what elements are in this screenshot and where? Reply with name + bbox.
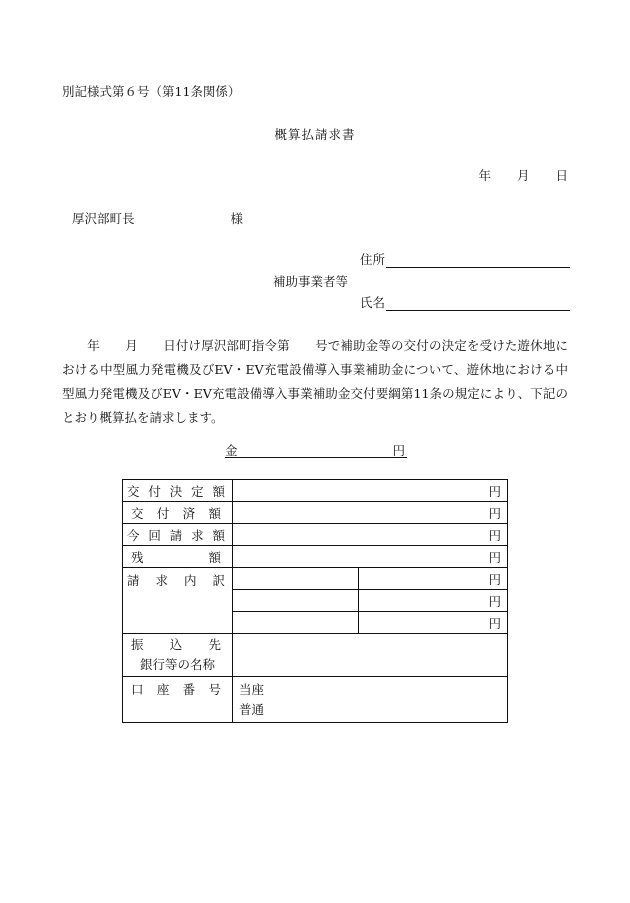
month-label: 月 (516, 168, 530, 183)
amount-prefix: 金 (225, 443, 238, 458)
paid-amount-label: 交 付 済 額 (123, 502, 233, 524)
account-number-cell[interactable] (233, 677, 508, 723)
table-row (123, 634, 508, 677)
name-label: 氏名 (360, 295, 386, 310)
document-title: 概算払請求書 (274, 127, 356, 142)
account-type-current: 当座 (239, 681, 265, 697)
request-body-text: 年 月 日付け厚沢部町指令第 号で補助金等の交付の決定を受けた遊休地における中型風力発電機及びEV・EV充電設備導入事業補助金について、遊休地における中型風力発電機及びEV・EV充電設備導入事業補助金交付要綱第11条の規定により、下記のとおり概算払を請求します。 (62, 338, 568, 425)
account-type-ordinary: 普通 (239, 701, 265, 717)
breakdown-item-cell[interactable] (233, 612, 359, 634)
table-row (123, 546, 508, 568)
address-label: 住所 (360, 252, 386, 267)
table-row (123, 502, 508, 524)
addressee-name: 厚沢部町長 (72, 211, 135, 226)
breakdown-item-cell[interactable] (233, 568, 359, 590)
addressee (72, 209, 243, 227)
current-request-cell[interactable]: 円 (233, 524, 508, 546)
table-row (123, 524, 508, 546)
table-row (123, 480, 508, 502)
amount-line[interactable] (225, 441, 407, 458)
form-number: 別記様式第６号（第11条関係） (62, 84, 241, 99)
table-row (123, 677, 508, 723)
decided-amount-label: 交 付 決 定 額 (123, 480, 233, 502)
amount-unit: 円 (392, 443, 405, 458)
address-line[interactable] (386, 253, 570, 268)
breakdown-amount-cell[interactable]: 円 (359, 590, 508, 612)
bank-label: 振 込 先 銀行等の名称 (123, 634, 233, 677)
breakdown-item-cell[interactable] (233, 590, 359, 612)
table-row (123, 568, 508, 590)
decided-amount-cell[interactable]: 円 (233, 480, 508, 502)
breakdown-amount-cell[interactable]: 円 (359, 612, 508, 634)
request-summary-table (122, 479, 508, 723)
breakdown-label: 請 求 内 訳 (123, 568, 233, 634)
day-label: 日 (555, 168, 568, 183)
breakdown-amount-cell[interactable]: 円 (359, 568, 508, 590)
name-line[interactable] (386, 296, 570, 311)
paid-amount-cell[interactable]: 円 (233, 502, 508, 524)
remaining-amount-cell[interactable]: 円 (233, 546, 508, 568)
remaining-amount-label: 残 額 (123, 546, 233, 568)
bank-name-cell[interactable] (233, 634, 508, 677)
year-label: 年 (478, 168, 491, 183)
name-row (360, 293, 570, 311)
account-number-label: 口 座 番 号 (123, 677, 233, 723)
applicant-label: 補助事業者等 (273, 274, 349, 289)
addressee-honorific: 様 (230, 211, 244, 226)
address-row (360, 250, 570, 268)
current-request-label: 今 回 請 求 額 (123, 524, 233, 546)
date-line (478, 166, 568, 184)
